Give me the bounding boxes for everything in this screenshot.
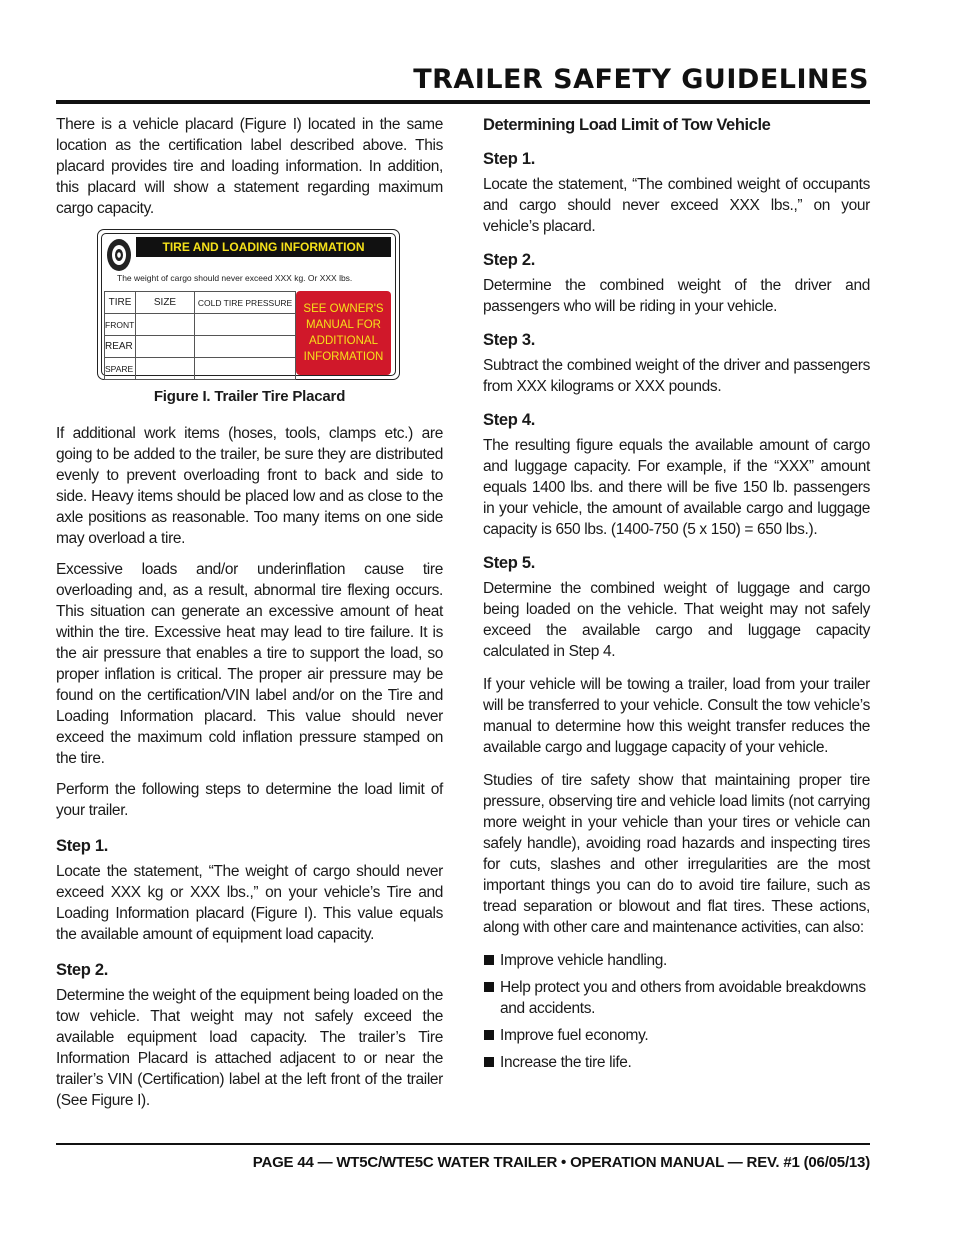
left-step1-title: Step 1.	[56, 837, 109, 855]
see-manual-text: SEE OWNER'S MANUAL FOR ADDITIONAL INFORMATION	[303, 303, 384, 363]
right-step5-title: Step 5.	[483, 554, 536, 572]
list-item: Improve vehicle handling.	[483, 950, 870, 971]
perform-steps-paragraph: Perform the following steps to determine the load limit of your trailer.	[56, 781, 443, 819]
square-bullet-icon	[484, 955, 494, 965]
square-bullet-icon	[484, 1030, 494, 1040]
intro-paragraph: There is a vehicle placard (Figure I) located in the same location as the certification label described above. This placard provides tire and loading information. In addition, this placard will show a statement regarding maximum cargo capacity.	[56, 116, 443, 217]
tow-vehicle-heading: Determining Load Limit of Tow Vehicle	[483, 116, 771, 134]
right-step3-title: Step 3.	[483, 331, 536, 349]
tire-pressure-table	[104, 291, 296, 380]
front-size-cell	[136, 314, 195, 336]
rear-pressure-cell	[195, 336, 296, 358]
right-step4-title: Step 4.	[483, 411, 536, 429]
row-rear-label: REAR	[105, 336, 136, 358]
rear-size-cell	[136, 336, 195, 358]
square-bullet-icon	[484, 982, 494, 992]
left-step2-title: Step 2.	[56, 961, 109, 979]
list-item: Improve fuel economy.	[483, 1025, 870, 1046]
footer-rule	[56, 1143, 870, 1145]
front-pressure-cell	[195, 314, 296, 336]
row-front-label: FRONT	[105, 314, 136, 336]
figure-caption: Figure I. Trailer Tire Placard	[153, 388, 346, 405]
col-size-header: SIZE	[136, 292, 195, 314]
spare-pressure-cell	[195, 358, 296, 380]
tire-placard-figure	[97, 229, 400, 380]
row-spare-label: SPARE	[105, 358, 136, 380]
left-step2-text: Determine the weight of the equipment being loaded on the tow vehicle. That weight may not safely exceed the available equipment load capacity. The trailer’s Tire Information Placard is attached adjacent to or near the trailer’s VIN (Certification) label at the left front of the trailer (See Figure I).	[56, 987, 443, 1109]
right-step3-text: Subtract the combined weight of the driver and passengers from XXX kilograms or XXX pounds.	[483, 357, 870, 395]
placard-banner: TIRE AND LOADING INFORMATION	[136, 237, 391, 257]
col-tire-header: TIRE	[105, 292, 136, 314]
page-title: TRAILER SAFETY GUIDELINES	[413, 64, 869, 95]
towing-paragraph: If your vehicle will be towing a trailer, load from your trailer will be transferred to your vehicle. Consult the tow vehicle’s manual to determine how this weight transfer reduces the available cargo and luggage capacity of your vehicle.	[483, 676, 870, 756]
left-step1-text: Locate the statement, “The weight of cargo should never exceed XXX kg or XXX lbs.,” on your vehicle’s Tire and Loading Information placard (Figure I). This value equals the available amount of equipment load capacity.	[56, 863, 443, 943]
benefits-list	[483, 950, 870, 1073]
tire-safety-studies-paragraph: Studies of tire safety show that maintaining proper tire pressure, observing tire and vehicle load limits (not carrying more weight in your vehicle than your tires or vehicle can safely handle), avoiding road hazards and inspecting tires for cuts, slashes and other irregularities are the most important things you can do to avoid tire failure, such as tread separation or blowout and flat tires. These actions, along with other care and maintenance activities, can also:	[483, 772, 870, 936]
additional-items-paragraph: If additional work items (hoses, tools, clamps etc.) are going to be added to the trailer, be sure they are distributed evenly to prevent overloading front to back and side to side. Heavy items should be placed low and as close to the axle positions as reasonable. Too many items on one side may overload a tire.	[56, 425, 443, 547]
page-footer: PAGE 44 — WT5C/WTE5C WATER TRAILER • OPERATION MANUAL — REV. #1 (06/05/13)	[252, 1154, 870, 1171]
right-step2-text: Determine the combined weight of the driver and passengers who will be riding in your vehicle.	[483, 277, 870, 315]
col-pressure-header: COLD TIRE PRESSURE	[195, 292, 296, 314]
right-step1-title: Step 1.	[483, 150, 536, 168]
header-rule	[56, 100, 870, 104]
square-bullet-icon	[484, 1057, 494, 1067]
list-item: Help protect you and others from avoidable breakdowns and accidents.	[483, 977, 870, 1019]
right-step1-text: Locate the statement, “The combined weight of occupants and cargo should never exceed XXX lbs.,” on your vehicle’s placard.	[483, 176, 870, 235]
right-step5-text: Determine the combined weight of luggage and cargo being loaded on the vehicle. That weight may not safely exceed the available cargo and luggage capacity calculated in Step 4.	[483, 580, 870, 660]
right-step4-text: The resulting figure equals the available amount of cargo and luggage capacity. For example, if the “XXX” amount equals 1400 lbs. and there will be five 150 lb. passengers in your vehicle, the amount of available cargo and luggage capacity is 650 lbs. (1400-750 (5 x 150) = 650 lbs.).	[483, 437, 870, 538]
right-column	[483, 114, 870, 1079]
right-step2-title: Step 2.	[483, 251, 536, 269]
see-manual-box	[296, 291, 391, 375]
placard-inner-border	[101, 233, 396, 376]
left-column	[56, 114, 443, 1121]
spare-size-cell	[136, 358, 195, 380]
tire-icon	[104, 237, 134, 273]
list-item: Increase the tire life.	[483, 1052, 870, 1073]
excessive-loads-paragraph: Excessive loads and/or underinflation cause tire overloading and, as a result, abnormal tire flexing occurs. This situation can generate an excessive amount of heat within the tire. Excessive heat may lead to tire failure. It is the air pressure that enables a tire to support the load, so proper inflation is critical. The proper air pressure may be found on the certification/VIN label and/or on the Tire and Loading Information placard. This value should never exceed the maximum cold inflation pressure stamped on the tire.	[56, 561, 443, 767]
cargo-weight-statement: The weight of cargo should never exceed XXX kg. Or XXX lbs.	[117, 273, 353, 283]
